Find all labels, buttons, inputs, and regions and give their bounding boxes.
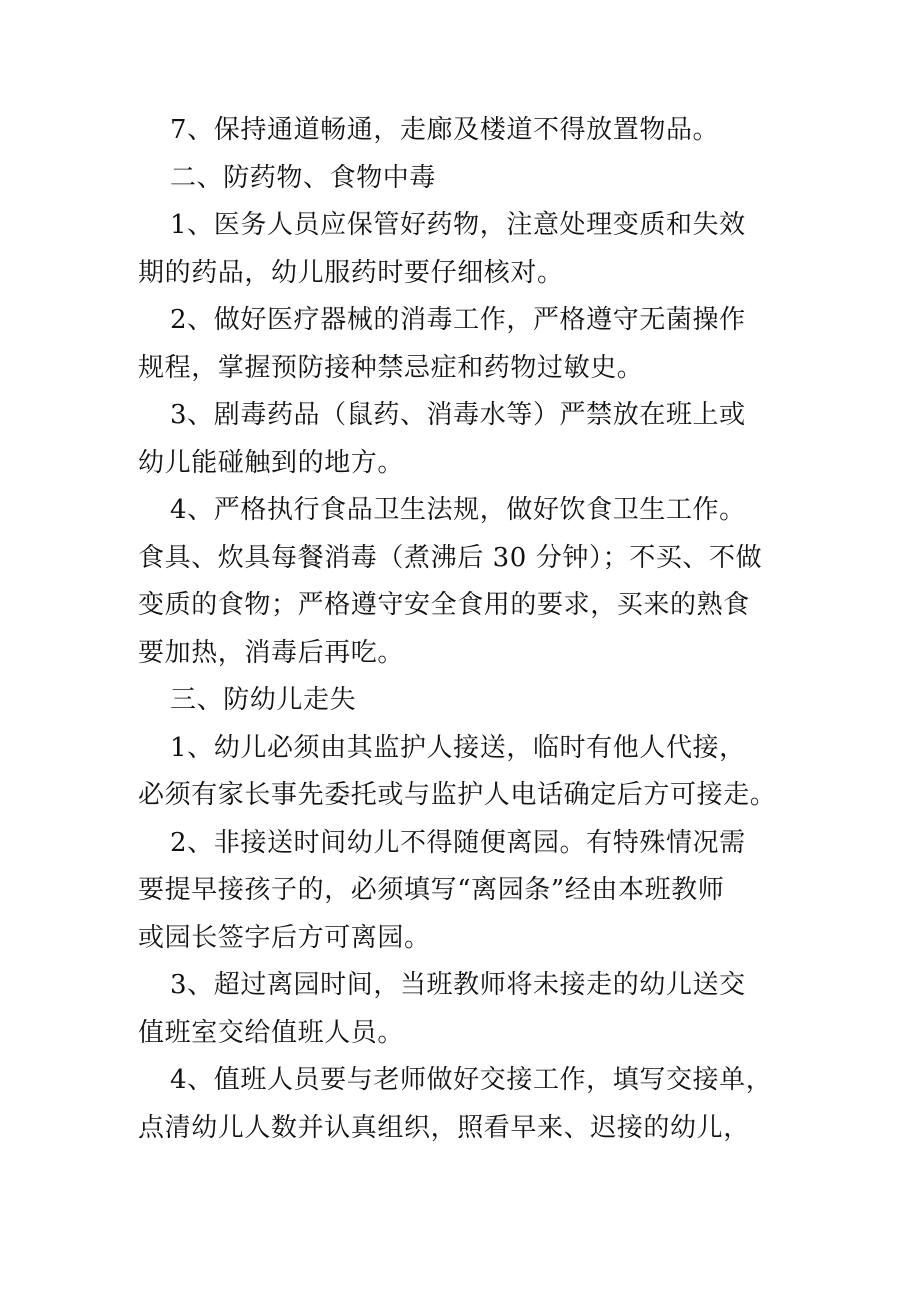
paragraph-medicine-2 bbox=[138, 297, 798, 392]
text-line: 规程，掌握预防接种禁忌症和药物过敏史。 bbox=[138, 352, 644, 383]
text-line: 必须有家长事先委托或与监护人电话确定后方可接走。 bbox=[138, 780, 777, 810]
text-line: 7、保持通道畅通，走廊及楼道不得放置物品。 bbox=[170, 115, 720, 145]
text-line: 要加热，消毒后再吃。 bbox=[138, 637, 405, 668]
section-heading-2 bbox=[138, 155, 798, 203]
paragraph-lost-4 bbox=[138, 1057, 798, 1152]
text-line: 3、超过离园时间，当班教师将未接走的幼儿送交 bbox=[170, 970, 746, 1000]
text-line: 要提早接孩子的，必须填写“离园条”经由本班教师 bbox=[138, 875, 725, 905]
text-line: 食具、炊具每餐消毒（煮沸后 30 分钟）；不买、不做 bbox=[138, 542, 763, 573]
paragraph-medicine-1 bbox=[138, 202, 798, 297]
paragraph-lost-1 bbox=[138, 725, 798, 820]
text-line: 期的药品，幼儿服药时要仔细核对。 bbox=[138, 257, 564, 288]
document-body bbox=[138, 107, 798, 1152]
text-line: 3、剧毒药品（鼠药、消毒水等）严禁放在班上或 bbox=[170, 400, 746, 430]
paragraph-medicine-4 bbox=[138, 487, 798, 677]
text-line: 1、幼儿必须由其监护人接送，临时有他人代接， bbox=[170, 732, 746, 763]
paragraph-item-7 bbox=[138, 107, 798, 155]
text-line: 4、严格执行食品卫生法规，做好饮食卫生工作。 bbox=[170, 495, 746, 525]
text-line: 点清幼儿人数并认真组织，照看早来、迟接的幼儿， bbox=[138, 1112, 750, 1143]
text-line: 或园长签字后方可离园。 bbox=[138, 922, 431, 953]
text-line: 4、值班人员要与老师做好交接工作，填写交接单， bbox=[170, 1065, 773, 1095]
text-line: 2、做好医疗器械的消毒工作，严格遵守无菌操作 bbox=[170, 305, 746, 335]
text-line: 值班室交给值班人员。 bbox=[138, 1017, 405, 1048]
text-line: 2、非接送时间幼儿不得随便离园。有特殊情况需 bbox=[170, 827, 746, 858]
text-line: 1、医务人员应保管好药物，注意处理变质和失效 bbox=[170, 210, 746, 240]
text-line: 幼儿能碰触到的地方。 bbox=[138, 447, 405, 478]
section-heading-3 bbox=[138, 677, 798, 725]
heading-text: 二、防药物、食物中毒 bbox=[170, 162, 437, 193]
paragraph-lost-3 bbox=[138, 962, 798, 1057]
paragraph-lost-2 bbox=[138, 820, 798, 963]
paragraph-medicine-3 bbox=[138, 392, 798, 487]
text-line: 变质的食物；严格遵守安全食用的要求，买来的熟食 bbox=[138, 590, 750, 620]
heading-text: 三、防幼儿走失 bbox=[170, 685, 357, 715]
